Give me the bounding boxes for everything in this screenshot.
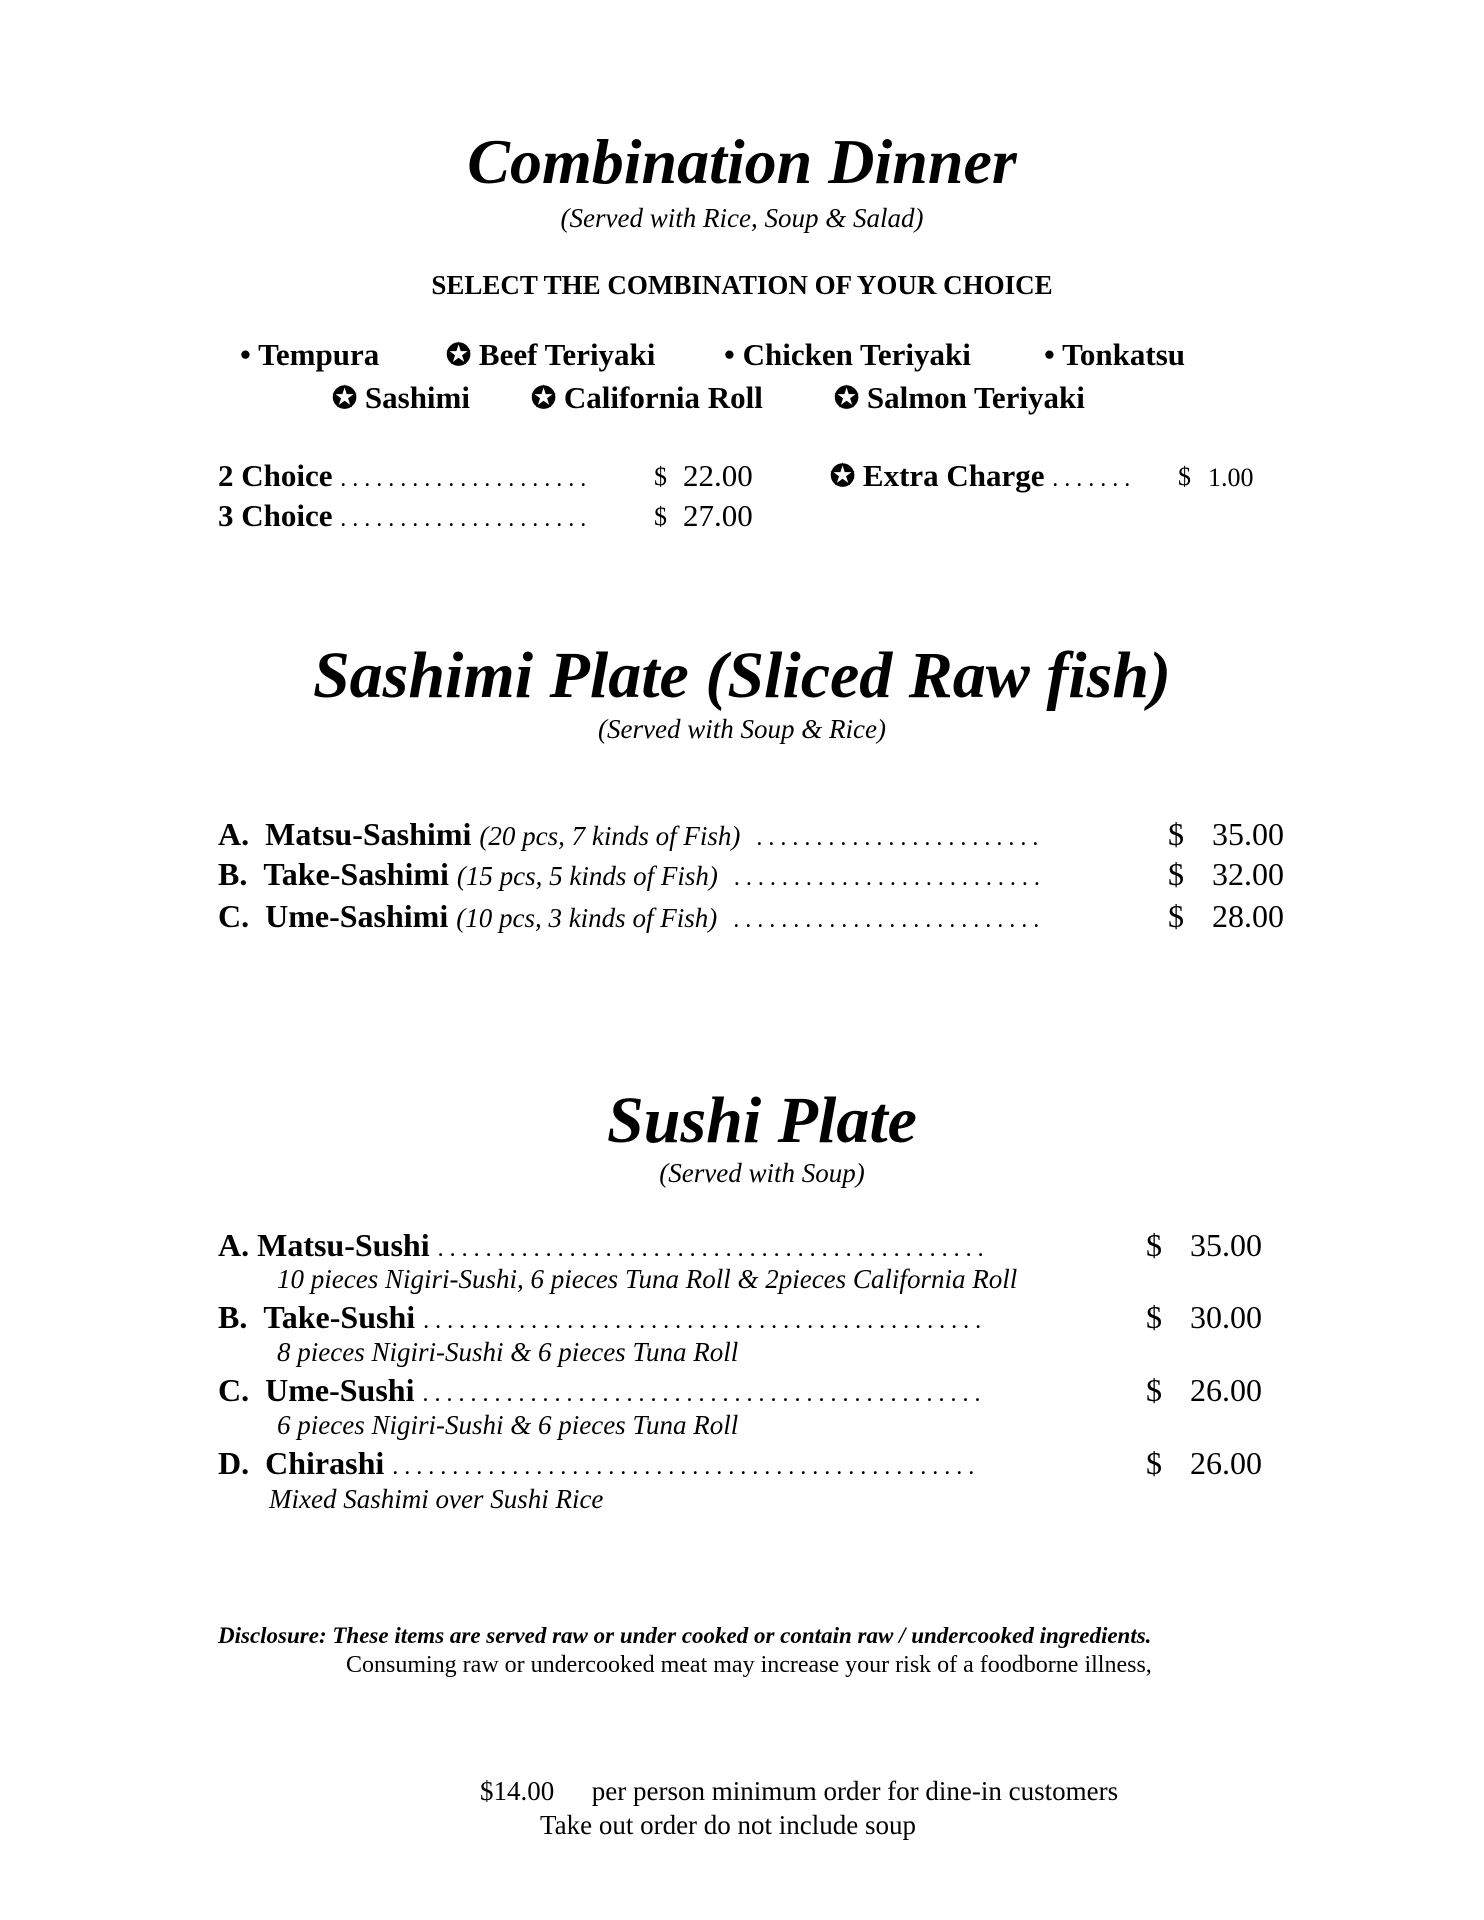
sushi-item-c-price: 26.00: [1190, 1372, 1262, 1408]
sushi-item-a-currency: $: [1146, 1227, 1162, 1263]
sushi-plate-subtitle: (Served with Soup): [659, 1158, 865, 1188]
extra-charge-value: 1.00: [1208, 463, 1254, 492]
sashimi-item-b-currency: $: [1168, 856, 1184, 892]
sashimi-item-c: C. Ume-Sashimi (10 pcs, 3 kinds of Fish) . . . . . . . . . . . . . . . . . . . . . . . . . .: [218, 898, 1040, 934]
sashimi-item-b: B. Take-Sashimi (15 pcs, 5 kinds of Fish) . . . . . . . . . . . . . . . . . . . . . . . . . .: [218, 856, 1040, 892]
sashimi-item-c-price: 28.00: [1212, 898, 1284, 934]
sushi-item-b-currency: $: [1146, 1299, 1162, 1335]
combination-dinner-subtitle: (Served with Rice, Soup & Salad): [560, 203, 924, 233]
price-3-currency: $: [654, 502, 667, 531]
star-icon: ✪: [531, 382, 557, 415]
price-line-3-choice: 3 Choice . . . . . . . . . . . . . . . . . . . . .: [218, 498, 587, 533]
star-icon: ✪: [830, 460, 856, 493]
sashimi-plate-subtitle: (Served with Soup & Rice): [598, 714, 886, 744]
price-3-value: 27.00: [683, 498, 753, 533]
sushi-item-a-price: 35.00: [1190, 1227, 1262, 1263]
choice-sashimi: ✪ Sashimi: [332, 380, 470, 415]
extra-charge-currency: $: [1178, 462, 1191, 491]
price-2-currency: $: [654, 462, 667, 491]
disclosure-line-2: Consuming raw or undercooked meat may increase your risk of a foodborne illness,: [346, 1652, 1152, 1678]
sashimi-plate-title: Sashimi Plate (Sliced Raw fish): [312, 639, 1172, 712]
star-icon: ✪: [834, 382, 860, 415]
extra-charge-line: ✪ Extra Charge . . . . . . .: [830, 458, 1131, 493]
sushi-item-c: C. Ume-Sushi . . . . . . . . . . . . . . . . . . . . . . . . . . . . . . . . . . . . . . . . . . . . . . .: [218, 1372, 981, 1408]
sushi-item-a-description: 10 pieces Nigiri-Sushi, 6 pieces Tuna Roll & 2pieces California Roll: [277, 1264, 1018, 1294]
sashimi-item-b-price: 32.00: [1212, 856, 1284, 892]
sushi-item-c-description: 6 pieces Nigiri-Sushi & 6 pieces Tuna Roll: [277, 1410, 739, 1440]
minimum-order-price: $14.00: [480, 1776, 555, 1806]
sushi-item-a: A. Matsu-Sushi . . . . . . . . . . . . . . . . . . . . . . . . . . . . . . . . . . . . . . . . . . . . . .: [218, 1227, 984, 1263]
bullet-icon: •: [240, 337, 251, 372]
sashimi-item-a: A. Matsu-Sashimi (20 pcs, 7 kinds of Fish) . . . . . . . . . . . . . . . . . . . . . . . .: [218, 816, 1039, 852]
star-icon: ✪: [332, 382, 358, 415]
choice-tonkatsu: • Tonkatsu: [1044, 337, 1186, 372]
sushi-item-c-currency: $: [1146, 1372, 1162, 1408]
price-line-2-choice: 2 Choice . . . . . . . . . . . . . . . . . . . . .: [218, 458, 587, 493]
bullet-icon: •: [724, 337, 735, 372]
bullet-icon: •: [1044, 337, 1055, 372]
choice-tempura: • Tempura: [240, 337, 380, 372]
sushi-item-d: D. Chirashi . . . . . . . . . . . . . . . . . . . . . . . . . . . . . . . . . . . . . . . . . . . . . . . . .: [218, 1445, 975, 1481]
take-out-note: Take out order do not include soup: [540, 1810, 917, 1840]
choice-california-roll: ✪ California Roll: [531, 380, 763, 415]
disclosure-line-1: Disclosure: These items are served raw or under cooked or contain raw / undercooked ingredients.: [218, 1623, 1152, 1648]
choice-salmon-teriyaki: ✪ Salmon Teriyaki: [834, 380, 1085, 415]
combination-dinner-title: Combination Dinner: [467, 126, 1017, 197]
choice-beef-teriyaki: ✪ Beef Teriyaki: [446, 337, 656, 372]
sushi-item-b-price: 30.00: [1190, 1299, 1262, 1335]
sashimi-item-a-price: 35.00: [1212, 816, 1284, 852]
star-icon: ✪: [446, 339, 472, 372]
sushi-item-d-price: 26.00: [1190, 1445, 1262, 1481]
choice-chicken-teriyaki: • Chicken Teriyaki: [724, 337, 971, 372]
select-combination-label: SELECT THE COMBINATION OF YOUR CHOICE: [431, 270, 1053, 300]
sushi-item-b: B. Take-Sushi . . . . . . . . . . . . . . . . . . . . . . . . . . . . . . . . . . . . . . . . . . . . . . .: [218, 1299, 982, 1335]
sushi-item-d-currency: $: [1146, 1445, 1162, 1481]
sushi-item-b-description: 8 pieces Nigiri-Sushi & 6 pieces Tuna Roll: [277, 1337, 739, 1367]
minimum-order-line: $14.00 per person minimum order for dine-in customers: [480, 1776, 1119, 1806]
sashimi-item-c-currency: $: [1168, 898, 1184, 934]
price-2-value: 22.00: [683, 458, 753, 493]
sushi-plate-title: Sushi Plate: [607, 1084, 917, 1157]
sushi-item-d-description: Mixed Sashimi over Sushi Rice: [269, 1484, 604, 1514]
sashimi-item-a-currency: $: [1168, 816, 1184, 852]
